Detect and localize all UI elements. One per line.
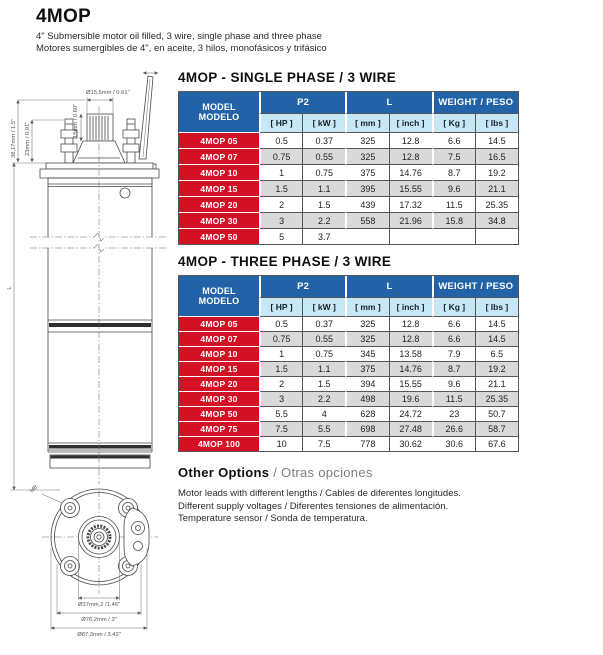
bolt-size-label: M8 xyxy=(29,484,40,495)
value-cell: 21.96 xyxy=(389,212,432,228)
unit-header: [ lbs ] xyxy=(475,113,518,132)
value-cell: 13.58 xyxy=(389,346,432,361)
value-cell: 25.35 xyxy=(475,196,518,212)
value-cell: 0.75 xyxy=(302,346,345,361)
other-options-section xyxy=(178,465,518,526)
model-column-header xyxy=(179,276,259,316)
unit-header: [ kW ] xyxy=(302,113,345,132)
cable-guard xyxy=(124,508,149,566)
value-cell: 10 xyxy=(259,436,302,451)
value-cell: 5.5 xyxy=(302,421,345,436)
value-cell: 14.76 xyxy=(389,164,432,180)
value-cell: 9.6 xyxy=(432,180,475,196)
value-cell: 498 xyxy=(345,391,388,406)
value-cell: 0.55 xyxy=(302,148,345,164)
value-cell: 0.75 xyxy=(259,331,302,346)
value-cell xyxy=(389,228,432,244)
value-cell: 0.75 xyxy=(259,148,302,164)
value-cell: 628 xyxy=(345,406,388,421)
value-cell: 2.2 xyxy=(302,391,345,406)
unit-header: [ Kg ] xyxy=(432,113,475,132)
dim-shaft-height: 15mm / 0.60" xyxy=(73,103,79,138)
group-header: WEIGHT / PESO xyxy=(432,276,518,297)
unit-header: [ kW ] xyxy=(302,297,345,316)
other-options-title xyxy=(178,465,518,480)
value-cell: 30.6 xyxy=(432,436,475,451)
model-cell: 4MOP 10 xyxy=(179,346,259,361)
value-cell: 16.5 xyxy=(475,148,518,164)
value-cell: 12.8 xyxy=(389,331,432,346)
spec-content xyxy=(178,70,518,526)
value-cell: 558 xyxy=(345,212,388,228)
value-cell: 698 xyxy=(345,421,388,436)
dim-coupling: 23mm / 0.91" xyxy=(25,121,31,156)
group-header: P2 xyxy=(259,92,345,113)
value-cell: 6.6 xyxy=(432,132,475,148)
value-cell: 34.8 xyxy=(475,212,518,228)
dim-length-label: L xyxy=(7,286,13,290)
value-cell: 19.2 xyxy=(475,164,518,180)
value-cell: 345 xyxy=(345,346,388,361)
value-cell: 1.5 xyxy=(259,180,302,196)
value-cell xyxy=(432,228,475,244)
value-cell: 1.1 xyxy=(302,180,345,196)
dim-top-total: 38,17mm / 1.5" xyxy=(11,118,17,158)
model-header-line: MODEL xyxy=(202,285,236,296)
bottom-view xyxy=(29,484,158,594)
value-cell: 21.1 xyxy=(475,180,518,196)
model-cell: 4MOP 50 xyxy=(179,228,259,244)
three-phase-table xyxy=(178,275,519,452)
value-cell: 6.5 xyxy=(475,346,518,361)
value-cell: 7.5 xyxy=(302,436,345,451)
value-cell: 1.5 xyxy=(302,196,345,212)
value-cell: 1 xyxy=(259,164,302,180)
model-cell: 4MOP 05 xyxy=(179,132,259,148)
value-cell: 325 xyxy=(345,316,388,331)
unit-header: [ mm ] xyxy=(345,297,388,316)
model-cell: 4MOP 07 xyxy=(179,331,259,346)
value-cell xyxy=(345,228,388,244)
group-header: L xyxy=(345,276,431,297)
unit-header: [ HP ] xyxy=(259,297,302,316)
group-header: WEIGHT / PESO xyxy=(432,92,518,113)
dim-hub-diameter: Ø37mm,2 /1.46" xyxy=(77,602,121,608)
model-cell: 4MOP 10 xyxy=(179,164,259,180)
value-cell: 25.35 xyxy=(475,391,518,406)
motor-technical-drawing xyxy=(2,66,177,655)
value-cell: 15.8 xyxy=(432,212,475,228)
model-cell: 4MOP 15 xyxy=(179,180,259,196)
subtitle-english: 4" Submersible motor oil filled, 3 wire, single phase and three phase xyxy=(36,31,322,42)
value-cell xyxy=(475,228,518,244)
value-cell: 12.8 xyxy=(389,316,432,331)
value-cell: 4 xyxy=(302,406,345,421)
value-cell: 5 xyxy=(259,228,302,244)
model-cell: 4MOP 05 xyxy=(179,316,259,331)
option-line: Different supply voltages / Diferentes tensiones de alimentación. xyxy=(178,500,449,512)
value-cell: 395 xyxy=(345,180,388,196)
dim-bolt-circle: Ø76,2mm / 3" xyxy=(81,617,117,623)
value-cell: 6.6 xyxy=(432,331,475,346)
value-cell: 6.6 xyxy=(432,316,475,331)
value-cell: 8.7 xyxy=(432,361,475,376)
value-cell: 14.5 xyxy=(475,331,518,346)
value-cell: 19.2 xyxy=(475,361,518,376)
value-cell: 394 xyxy=(345,376,388,391)
other-options-title-en: Other Options xyxy=(178,465,270,480)
group-header: P2 xyxy=(259,276,345,297)
model-cell: 4MOP 20 xyxy=(179,196,259,212)
single-phase-title: 4MOP - SINGLE PHASE / 3 WIRE xyxy=(178,70,397,85)
other-options-lines xyxy=(178,488,518,526)
value-cell: 3.7 xyxy=(302,228,345,244)
value-cell: 0.55 xyxy=(302,331,345,346)
model-cell: 4MOP 50 xyxy=(179,406,259,421)
other-options-title-es: / Otras opciones xyxy=(269,465,373,480)
unit-header: [ inch ] xyxy=(389,297,432,316)
value-cell: 7.9 xyxy=(432,346,475,361)
value-cell: 3 xyxy=(259,212,302,228)
value-cell: 0.75 xyxy=(302,164,345,180)
value-cell: 2 xyxy=(259,196,302,212)
model-cell: 4MOP 75 xyxy=(179,421,259,436)
page-header xyxy=(36,6,327,55)
value-cell: 2.2 xyxy=(302,212,345,228)
page-subtitle xyxy=(36,31,327,55)
value-cell: 1.5 xyxy=(259,361,302,376)
model-header-line: MODEL xyxy=(202,101,236,112)
value-cell: 12.8 xyxy=(389,148,432,164)
model-header-line: MODELO xyxy=(198,112,240,122)
subtitle-spanish: Motores sumergibles de 4", en aceite, 3 hilos, monofásicos y trifásico xyxy=(36,43,327,54)
unit-header: [ mm ] xyxy=(345,113,388,132)
value-cell: 67.6 xyxy=(475,436,518,451)
value-cell: 0.5 xyxy=(259,132,302,148)
value-cell: 24.72 xyxy=(389,406,432,421)
value-cell: 58.7 xyxy=(475,421,518,436)
value-cell: 0.37 xyxy=(302,316,345,331)
unit-header: [ inch ] xyxy=(389,113,432,132)
value-cell: 439 xyxy=(345,196,388,212)
unit-header: [ Kg ] xyxy=(432,297,475,316)
option-line: Temperature sensor / Sonda de temperatura. xyxy=(178,513,368,524)
value-cell: 7.5 xyxy=(259,421,302,436)
unit-header: [ HP ] xyxy=(259,113,302,132)
value-cell: 5.5 xyxy=(259,406,302,421)
value-cell: 23 xyxy=(432,406,475,421)
model-cell: 4MOP 30 xyxy=(179,212,259,228)
unit-header: [ lbs ] xyxy=(475,297,518,316)
value-cell: 50.7 xyxy=(475,406,518,421)
dim-outer-diameter: Ø87,3mm / 3.43" xyxy=(77,632,121,638)
value-cell: 0.37 xyxy=(302,132,345,148)
value-cell: 3 xyxy=(259,391,302,406)
value-cell: 11.5 xyxy=(432,391,475,406)
value-cell: 375 xyxy=(345,164,388,180)
value-cell: 15.55 xyxy=(389,180,432,196)
value-cell: 325 xyxy=(345,331,388,346)
value-cell: 9.6 xyxy=(432,376,475,391)
value-cell: 30.62 xyxy=(389,436,432,451)
value-cell: 14.5 xyxy=(475,132,518,148)
value-cell: 325 xyxy=(345,148,388,164)
value-cell: 375 xyxy=(345,361,388,376)
value-cell: 17.32 xyxy=(389,196,432,212)
value-cell: 21.1 xyxy=(475,376,518,391)
value-cell: 15.55 xyxy=(389,376,432,391)
value-cell: 2 xyxy=(259,376,302,391)
page-title: 4MOP xyxy=(36,6,92,27)
model-column-header xyxy=(179,92,259,132)
value-cell: 325 xyxy=(345,132,388,148)
model-cell: 4MOP 100 xyxy=(179,436,259,451)
option-line: Motor leads with different lengths / Cables de diferentes longitudes. xyxy=(178,488,461,499)
value-cell: 1 xyxy=(259,346,302,361)
model-cell: 4MOP 07 xyxy=(179,148,259,164)
model-cell: 4MOP 15 xyxy=(179,361,259,376)
three-phase-title: 4MOP - THREE PHASE / 3 WIRE xyxy=(178,254,392,269)
value-cell: 8.7 xyxy=(432,164,475,180)
value-cell: 12.8 xyxy=(389,132,432,148)
value-cell: 778 xyxy=(345,436,388,451)
value-cell: 1.1 xyxy=(302,361,345,376)
value-cell: 19.6 xyxy=(389,391,432,406)
value-cell: 26.6 xyxy=(432,421,475,436)
value-cell: 14.5 xyxy=(475,316,518,331)
value-cell: 14.76 xyxy=(389,361,432,376)
model-header-line: MODELO xyxy=(198,296,240,306)
value-cell: 1.5 xyxy=(302,376,345,391)
group-header: L xyxy=(345,92,431,113)
single-phase-table xyxy=(178,91,519,245)
value-cell: 7.5 xyxy=(432,148,475,164)
value-cell: 27.48 xyxy=(389,421,432,436)
value-cell: 0.5 xyxy=(259,316,302,331)
model-cell: 4MOP 30 xyxy=(179,391,259,406)
dim-shaft-diameter: Ø15,5mm / 0.61" xyxy=(86,90,130,96)
model-cell: 4MOP 20 xyxy=(179,376,259,391)
value-cell: 11.5 xyxy=(432,196,475,212)
